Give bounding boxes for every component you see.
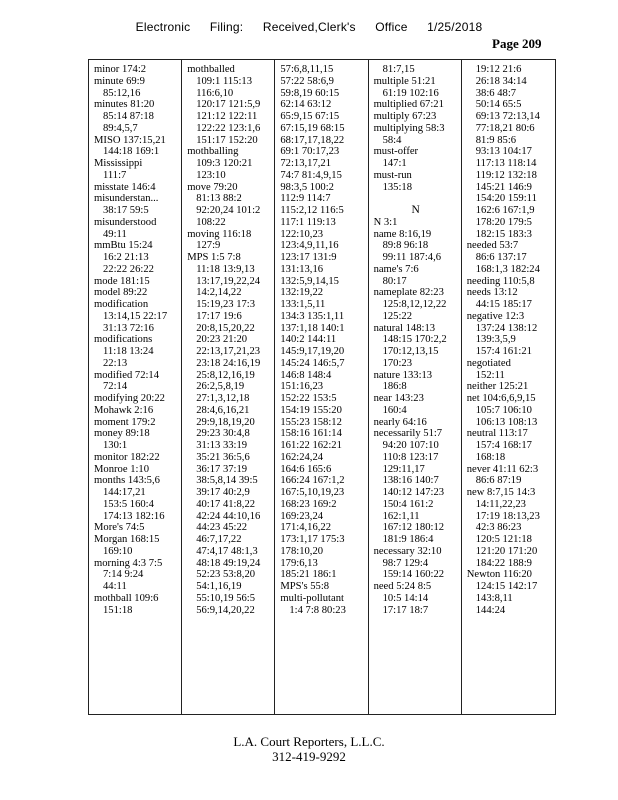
header-part: Filing:	[209, 20, 244, 34]
index-entry: multiply 67:23	[373, 111, 437, 122]
index-entry: 169:23,24	[280, 510, 324, 522]
index-entry: mothballing	[187, 146, 239, 158]
index-entry: 74:7 81:4,9,15	[280, 169, 342, 181]
index-entry: necessarily 51:7	[373, 428, 443, 440]
index-entry: negative 12:3	[466, 310, 525, 322]
index-subline: 22:13,17,21,23	[196, 346, 261, 357]
index-subline: 28:4,6,16,21	[196, 404, 250, 416]
header-part: Electronic	[135, 20, 191, 34]
index-subline: 26:18 34:14	[475, 75, 527, 87]
index-subline: 11:18 13:9,13	[196, 263, 255, 275]
index-entry: Mohawk 2:16	[94, 404, 154, 416]
index-subline: 49:11	[103, 228, 127, 240]
index-entry: multiplying 58:3	[373, 122, 445, 134]
index-subline: 140:12 147:23	[382, 487, 445, 498]
index-subline: 44:11	[103, 581, 127, 592]
index-entry: 123:17 131:9	[280, 252, 337, 263]
index-entry: MISO 137:15,21	[94, 134, 166, 146]
index-subline: 127:9	[196, 240, 221, 252]
index-entry: model 89:22	[94, 287, 148, 299]
index-entry: 185:21 186:1	[280, 569, 337, 581]
index-subline: 80:17	[382, 275, 407, 287]
index-subline: 31:13 33:19	[196, 440, 248, 451]
index-subline: 69:13 72:13,14	[475, 111, 540, 122]
index-subline: 144:17,21	[103, 487, 146, 498]
index-subline: 85:14 87:18	[103, 111, 154, 122]
index-entry: minute 69:9	[94, 75, 145, 87]
index-subline: 162:1,11	[382, 510, 420, 522]
header-part: 1/25/2018	[427, 20, 483, 34]
index-subline: 56:9,14,20,22	[196, 604, 255, 616]
index-subline: 77:18,21 80:6	[475, 122, 535, 134]
index-subline: 117:13 118:14	[475, 158, 537, 169]
index-subline: 109:1 115:13	[196, 75, 253, 87]
index-subline: 125:8,12,12,22	[382, 299, 447, 310]
index-subline: 150:4 161:2	[382, 498, 434, 510]
index-subline: 38:6 48:7	[475, 87, 517, 99]
index-entry: 59:8,19 60:15	[280, 87, 340, 99]
section-letter: N	[411, 204, 420, 216]
index-subline: 168:1,3 182:24	[475, 263, 540, 275]
index-subline: 55:10,19 56:5	[196, 592, 256, 604]
index-subline: 174:13 182:16	[103, 510, 165, 522]
index-subline: 14:2,14,22	[196, 287, 242, 299]
index-subline: 50:14 65:5	[475, 99, 522, 111]
index-entry: 57:22 58:6,9	[280, 75, 334, 87]
index-entry: 152:22 153:5	[280, 393, 337, 404]
index-subline: 92:20,24 101:2	[196, 205, 261, 216]
index-subline: 106:13 108:13	[475, 416, 538, 428]
header-part: Received,Clerk's	[262, 20, 356, 34]
index-entry: moment 179:2	[94, 416, 156, 428]
index-entry: mmBtu 15:24	[94, 240, 153, 252]
filing-header	[0, 20, 618, 34]
index-subline: 116:6,10	[196, 87, 234, 99]
index-entry: must-run	[373, 169, 412, 181]
index-entry: 158:16 161:14	[280, 428, 342, 440]
index-subline: 184:22 188:9	[475, 557, 532, 569]
index-subline: 169:10	[103, 545, 133, 557]
index-subline: 48:18 49:19,24	[196, 557, 261, 569]
index-entry: name's 7:6	[373, 263, 419, 275]
index-subline: 98:7 129:4	[382, 557, 429, 569]
index-subline: 22:13	[103, 357, 128, 369]
index-entry: 112:9 114:7	[280, 193, 331, 205]
index-entry: 98:3,5 100:2	[280, 181, 334, 193]
index-entry: 132:5,9,14,15	[280, 275, 339, 287]
index-entry: need 5:24 8:5	[373, 581, 432, 592]
index-entry: neutral 113:17	[466, 428, 528, 440]
index-subline: 35:21 36:5,6	[196, 451, 250, 463]
index-entry: misstate 146:4	[94, 181, 156, 193]
index-entry: 145:24 146:5,7	[280, 357, 345, 369]
index-entry: 155:23 158:12	[280, 416, 342, 428]
index-entry: monitor 182:22	[94, 451, 160, 463]
index-entry: Monroe 1:10	[94, 463, 150, 475]
index-subline: 139:3,5,9	[475, 334, 516, 346]
index-entry: 145:9,17,19,20	[280, 346, 345, 357]
index-subline: 178:20 179:5	[475, 216, 532, 228]
index-subline: 186:8	[382, 381, 407, 393]
index-entry: 133:1,5,11	[280, 299, 326, 310]
index-entry: 72:13,17,21	[280, 158, 331, 169]
index-entry: 57:6,8,11,15	[280, 64, 334, 75]
index-entry: multi-pollutant	[280, 592, 344, 604]
index-subline: 89:8 96:18	[382, 240, 429, 252]
index-subline: 109:3 120:21	[196, 158, 253, 169]
index-subline: 1:4 7:8 80:23	[289, 604, 346, 616]
index-subline: 11:18 13:24	[103, 346, 154, 357]
index-subline: 58:4	[382, 134, 402, 146]
index-entry: MPS's 55:8	[280, 581, 330, 592]
index-entry: N 3:1	[373, 216, 398, 228]
index-subline: 22:22 26:22	[103, 263, 154, 275]
index-subline: 110:8 123:17	[382, 451, 439, 463]
index-subline: 47:4,17 48:1,3	[196, 545, 258, 557]
index-entry: 167:5,10,19,23	[280, 487, 345, 498]
index-entry: modified 72:14	[94, 369, 160, 381]
index-entry: minor 174:2	[94, 64, 147, 75]
index-subline: 29:9,18,19,20	[196, 416, 255, 428]
index-column	[182, 60, 275, 714]
index-entry: mode 181:15	[94, 275, 150, 287]
index-entry: never 41:11 62:3	[466, 463, 539, 475]
index-entry: months 143:5,6	[94, 475, 160, 487]
index-subline: 26:2,5,8,19	[196, 381, 245, 393]
index-subline: 15:19,23 17:3	[196, 299, 256, 310]
index-subline: 145:21 146:9	[475, 181, 532, 193]
index-entry: 65:9,15 67:15	[280, 111, 340, 122]
index-entry: nameplate 82:23	[373, 287, 444, 299]
index-subline: 38:5,8,14 39:5	[196, 475, 258, 487]
index-subline: 44:23 45:22	[196, 522, 248, 534]
index-entry: 178:10,20	[280, 545, 324, 557]
index-subline: 108:22	[196, 216, 226, 228]
index-subline: 123:10	[196, 169, 226, 181]
index-subline: 120:17 121:5,9	[196, 99, 261, 111]
index-column	[275, 60, 368, 714]
index-subline: 159:14 160:22	[382, 569, 445, 581]
index-subline: 14:11,22,23	[475, 498, 526, 510]
index-subline: 10:5 14:14	[382, 592, 429, 604]
index-subline: 121:12 122:11	[196, 111, 258, 122]
index-subline: 19:12 21:6	[475, 64, 522, 75]
index-subline: 138:16 140:7	[382, 475, 439, 487]
index-entry: 146:8 148:4	[280, 369, 332, 381]
index-subline: 23:18 24:16,19	[196, 357, 261, 369]
index-entry: 67:15,19 68:15	[280, 122, 345, 134]
index-subline: 42:3 86:23	[475, 522, 522, 534]
index-subline: 144:18 169:1	[103, 146, 160, 158]
index-subline: 120:5 121:18	[475, 534, 532, 545]
index-entry: money 89:18	[94, 428, 150, 440]
index-subline: 89:4,5,7	[103, 122, 138, 134]
index-entry: 132:19,22	[280, 287, 324, 299]
index-subline: 13:17,19,22,24	[196, 275, 261, 287]
index-subline: 36:17 37:19	[196, 463, 248, 475]
index-subline: 25:8,12,16,19	[196, 369, 255, 381]
page-number: Page 209	[492, 36, 542, 51]
index-subline: 160:4	[382, 404, 407, 416]
index-subline: 20:23 21:20	[196, 334, 248, 346]
reporter-name: L.A. Court Reporters, L.L.C.	[233, 734, 385, 749]
index-subline: 86:6 87:19	[475, 475, 522, 487]
index-entry: nearly 64:16	[373, 416, 427, 428]
index-entry: needed 53:7	[466, 240, 519, 252]
index-entry: nature 133:13	[373, 369, 433, 381]
index-entry: Newton 116:20	[466, 569, 532, 581]
index-subline: 152:11	[475, 369, 505, 381]
index-entry: multiplied 67:21	[373, 99, 444, 111]
index-entry: morning 4:3 7:5	[94, 557, 163, 569]
index-subline: 7:14 9:24	[103, 569, 144, 581]
index-entry: 137:1,18 140:1	[280, 322, 345, 334]
index-entry: Mississippi	[94, 158, 143, 169]
index-subline: 154:20 159:11	[475, 193, 537, 205]
index-entry: mothball 109:6	[94, 592, 159, 604]
index-subline: 40:17 41:8,22	[196, 498, 256, 510]
index-entry: modification	[94, 299, 149, 310]
index-entry: neither 125:21	[466, 381, 529, 393]
index-entry: 123:4,9,11,16	[280, 240, 339, 252]
index-entry: 62:14 63:12	[280, 99, 332, 111]
index-subline: 20:8,15,20,22	[196, 322, 255, 334]
index-entry: mothballed	[187, 64, 235, 75]
index-subline: 143:8,11	[475, 592, 513, 604]
index-subline: 124:15 142:17	[475, 581, 538, 592]
index-entry: 117:1 119:13	[280, 216, 336, 228]
index-subline: 157:4 168:17	[475, 440, 532, 451]
index-entry: 69:1 70:17,23	[280, 146, 340, 158]
index-subline: 157:4 161:21	[475, 346, 532, 357]
index-column	[89, 60, 182, 714]
index-subline: 27:1,3,12,18	[196, 393, 250, 404]
index-entry: 68:17,17,18,22	[280, 134, 345, 146]
index-entry: negotiated	[466, 357, 511, 369]
index-subline: 13:14,15 22:17	[103, 310, 168, 322]
index-entry: 162:24,24	[280, 451, 324, 463]
index-entry: near 143:23	[373, 393, 424, 404]
index-subline: 144:24	[475, 604, 506, 616]
index-subline: 72:14	[103, 381, 128, 393]
index-subline: 17:19 18:13,23	[475, 510, 540, 522]
footer	[0, 734, 618, 764]
index-subline: 130:1	[103, 440, 128, 451]
index-entry: 166:24 167:1,2	[280, 475, 345, 487]
index-entry: 164:6 165:6	[280, 463, 332, 475]
index-subline: 148:15 170:2,2	[382, 334, 447, 346]
index-subline: 111:7	[103, 169, 127, 181]
index-subline: 105:7 106:10	[475, 404, 532, 416]
reporter-phone: 312-419-9292	[272, 749, 346, 764]
index-subline: 129:11,17	[382, 463, 425, 475]
index-subline: 17:17 18:7	[382, 604, 429, 616]
index-entry: net 104:6,6,9,15	[466, 393, 536, 404]
index-entry: 140:2 144:11	[280, 334, 337, 346]
index-subline: 31:13 72:16	[103, 322, 154, 334]
index-subline: 122:22 123:1,6	[196, 122, 261, 134]
index-entry: 122:10,23	[280, 228, 324, 240]
index-entry: misunderstood	[94, 216, 157, 228]
index-subline: 162:6 167:1,9	[475, 205, 535, 216]
index-subline: 17:17 19:6	[196, 310, 242, 322]
header-part: Office	[375, 20, 408, 34]
index-subline: 52:23 53:8,20	[196, 569, 256, 581]
index-subline: 182:15 183:3	[475, 228, 532, 240]
index-entry: 154:19 155:20	[280, 404, 342, 416]
index-subline: 121:20 171:20	[475, 545, 538, 557]
index-subline: 99:11 187:4,6	[382, 252, 442, 263]
index-subline: 38:17 59:5	[103, 205, 149, 216]
index-entry: 173:1,17 175:3	[280, 534, 345, 545]
index-subline: 81:7,15	[382, 64, 415, 75]
index-entry: multiple 51:21	[373, 75, 436, 87]
index-entry: misunderstan...	[94, 193, 159, 205]
index-entry: needs 13:12	[466, 287, 518, 299]
index-entry: modifying 20:22	[94, 393, 165, 404]
index-subline: 135:18	[382, 181, 412, 193]
index-subline: 81:9 85:6	[475, 134, 517, 146]
index-entry: Morgan 168:15	[94, 534, 160, 545]
index-subline: 39:17 40:2,9	[196, 487, 250, 498]
index-subline: 42:24 44:10,16	[196, 510, 261, 522]
index-subline: 119:12 132:18	[475, 169, 537, 181]
index-column	[462, 60, 555, 714]
index-subline: 44:15 185:17	[475, 299, 532, 310]
index-entry: natural 148:13	[373, 322, 436, 334]
index-entry: 134:3 135:1,11	[280, 310, 345, 322]
word-index-table	[88, 59, 556, 715]
index-subline: 81:13 88:2	[196, 193, 242, 205]
index-entry: name 8:16,19	[373, 228, 432, 240]
index-subline: 167:12 180:12	[382, 522, 445, 534]
index-subline: 151:18	[103, 604, 133, 616]
index-entry: MPS 1:5 7:8	[187, 252, 241, 263]
index-subline: 170:23	[382, 357, 412, 369]
index-entry: 171:4,16,22	[280, 522, 331, 534]
index-column	[369, 60, 462, 714]
index-subline: 46:7,17,22	[196, 534, 242, 545]
index-subline: 86:6 137:17	[475, 252, 527, 263]
index-subline: 85:12,16	[103, 87, 141, 99]
index-subline: 94:20 107:10	[382, 440, 439, 451]
index-subline: 147:1	[382, 158, 407, 169]
index-subline: 181:9 186:4	[382, 534, 434, 545]
index-subline: 16:2 21:13	[103, 252, 149, 263]
index-subline: 168:18	[475, 451, 506, 463]
index-entry: new 8:7,15 14:3	[466, 487, 536, 498]
index-entry: needing 110:5,8	[466, 275, 535, 287]
index-entry: necessary 32:10	[373, 545, 442, 557]
index-subline: 29:23 30:4,8	[196, 428, 250, 440]
index-subline: 54:1,16,19	[196, 581, 242, 592]
index-subline: 93:13 104:17	[475, 146, 532, 158]
index-subline: 153:5 160:4	[103, 498, 154, 510]
index-entry: 151:16,23	[280, 381, 324, 393]
index-entry: must-offer	[373, 146, 419, 158]
index-entry: minutes 81:20	[94, 99, 155, 111]
index-entry: move 79:20	[187, 181, 238, 193]
index-entry: 161:22 162:21	[280, 440, 342, 451]
index-entry: moving 116:18	[187, 228, 252, 240]
index-entry: More's 74:5	[94, 522, 145, 534]
index-entry: 168:23 169:2	[280, 498, 337, 510]
index-entry: 131:13,16	[280, 263, 324, 275]
index-entry: 179:6,13	[280, 557, 318, 569]
index-subline: 125:22	[382, 310, 412, 322]
index-subline: 61:19 102:16	[382, 87, 439, 99]
index-subline: 137:24 138:12	[475, 322, 538, 334]
index-subline: 170:12,13,15	[382, 346, 439, 357]
index-entry: 115:2,12 116:5	[280, 205, 344, 216]
index-subline: 151:17 152:20	[196, 134, 258, 146]
index-entry: modifications	[94, 334, 153, 346]
